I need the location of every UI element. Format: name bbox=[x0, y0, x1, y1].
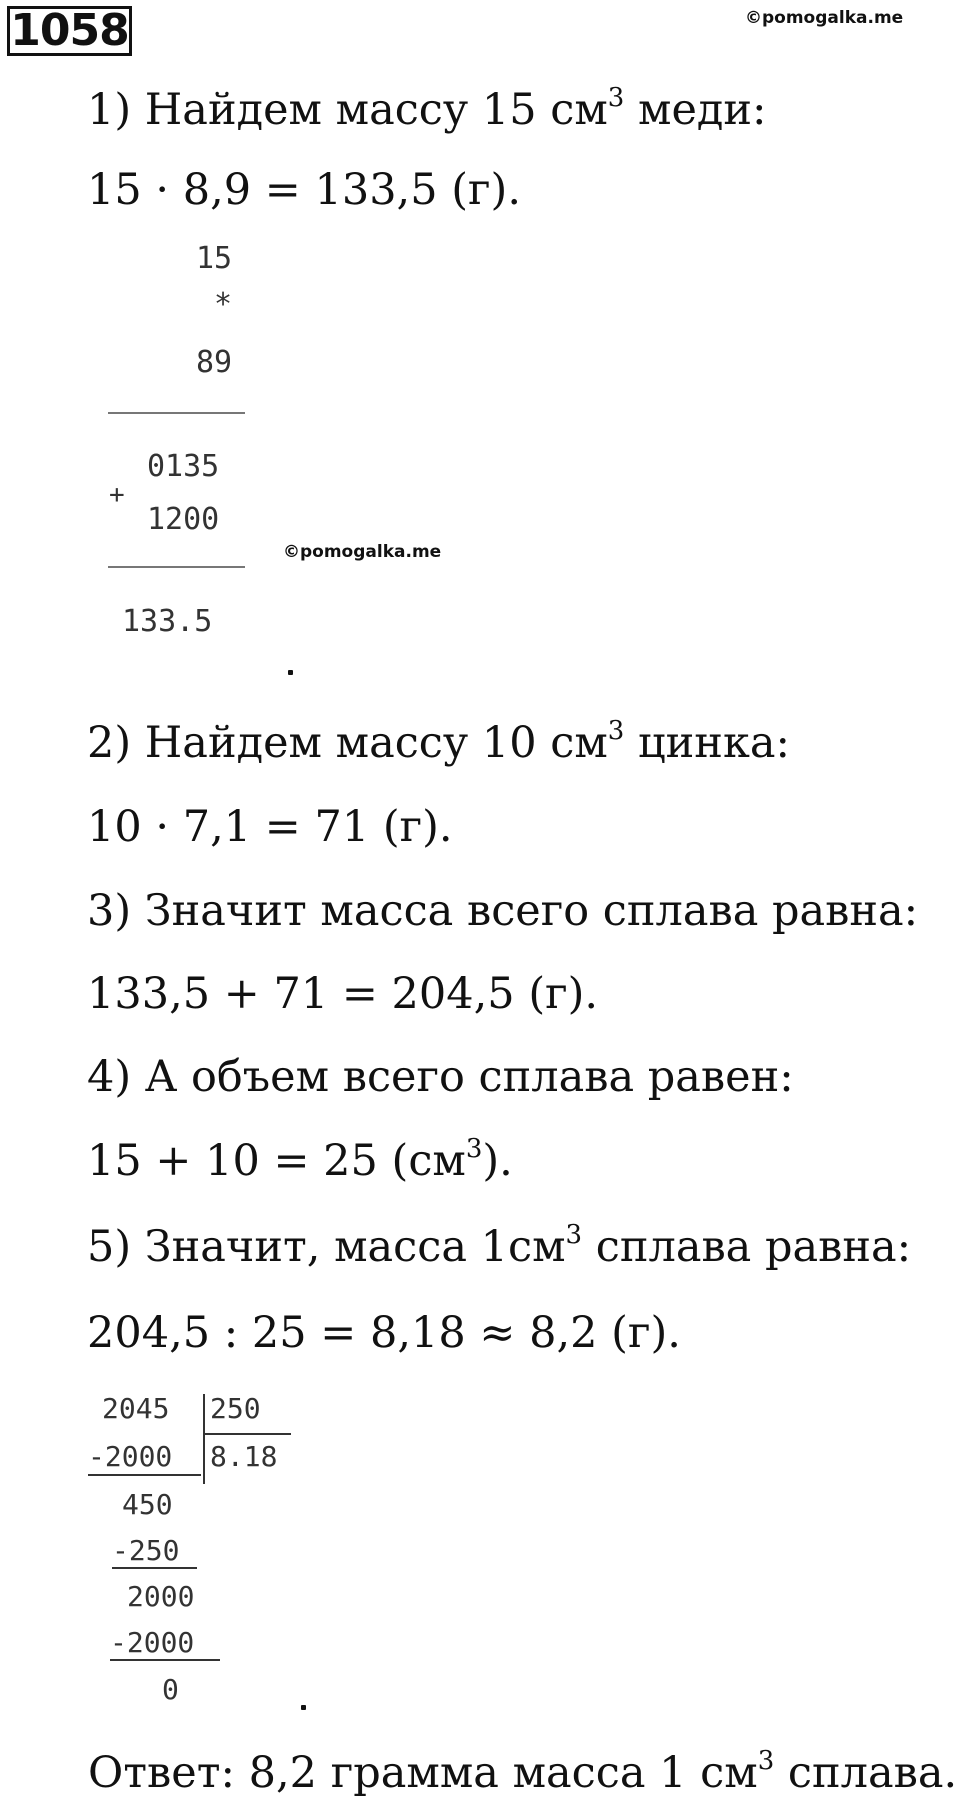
step-3-equation: 133,5 + 71 = 204,5 (г). bbox=[87, 969, 599, 1019]
div-rule-1 bbox=[88, 1474, 201, 1476]
problem-number: 1058 bbox=[7, 6, 132, 56]
step-3-heading: 3) Значит масса всего сплава равна: bbox=[87, 886, 919, 936]
mult-result: 133.5 bbox=[122, 604, 213, 639]
mult-multiplicand: 15 bbox=[196, 241, 233, 276]
div-divisor: 250 bbox=[210, 1392, 261, 1425]
mult-partial-2: 1200 bbox=[147, 502, 220, 537]
step-2-equation: 10 · 7,1 = 71 (г). bbox=[87, 802, 453, 852]
step-5-heading: 5) Значит, масса $1см^3$ сплава равна: bbox=[87, 1220, 912, 1272]
mult-period bbox=[288, 670, 293, 675]
mult-rule-2 bbox=[108, 566, 245, 568]
step-1-heading: 1) Найдем массу 15 $см^3$ меди: bbox=[87, 83, 767, 135]
mult-operator: * bbox=[214, 287, 233, 322]
step-2-heading: 2) Найдем массу 10 $см^3$ цинка: bbox=[87, 716, 790, 768]
div-period bbox=[301, 1705, 306, 1710]
mult-rule-1 bbox=[108, 412, 245, 414]
div-sub-3: -2000 bbox=[110, 1626, 195, 1659]
step-4-equation: 15 + 10 = 25 $(см^3)$. bbox=[87, 1134, 513, 1186]
div-sub-2: -250 bbox=[112, 1534, 180, 1567]
div-rule-2 bbox=[112, 1567, 197, 1569]
div-dividend: 2045 bbox=[102, 1392, 170, 1425]
div-rem-1: 450 bbox=[122, 1488, 173, 1521]
answer-line: Ответ: 8,2 грамма масса 1 $см^3$ сплава. bbox=[88, 1746, 958, 1798]
step-5-equation: 204,5 : 25 = 8,18 ≈ 8,2 (г). bbox=[87, 1308, 681, 1358]
div-rule-3 bbox=[110, 1659, 220, 1661]
div-sub-1: -2000 bbox=[88, 1440, 173, 1473]
watermark-middle: ©pomogalka.me bbox=[283, 542, 442, 562]
step-4-heading: 4) А объем всего сплава равен: bbox=[87, 1052, 794, 1102]
div-rem-3: 0 bbox=[162, 1673, 179, 1706]
div-vertical-bar bbox=[203, 1394, 205, 1484]
step-1-equation: 15 · 8,9 = 133,5 (г). bbox=[87, 165, 521, 215]
mult-multiplier: 89 bbox=[196, 345, 233, 380]
watermark-top: ©pomogalka.me bbox=[745, 8, 904, 28]
div-quotient: 8.18 bbox=[210, 1440, 278, 1473]
div-quotient-rule bbox=[205, 1433, 291, 1435]
div-rem-2: 2000 bbox=[127, 1580, 195, 1613]
mult-plus: + bbox=[109, 480, 125, 510]
mult-partial-1: 0135 bbox=[147, 449, 220, 484]
